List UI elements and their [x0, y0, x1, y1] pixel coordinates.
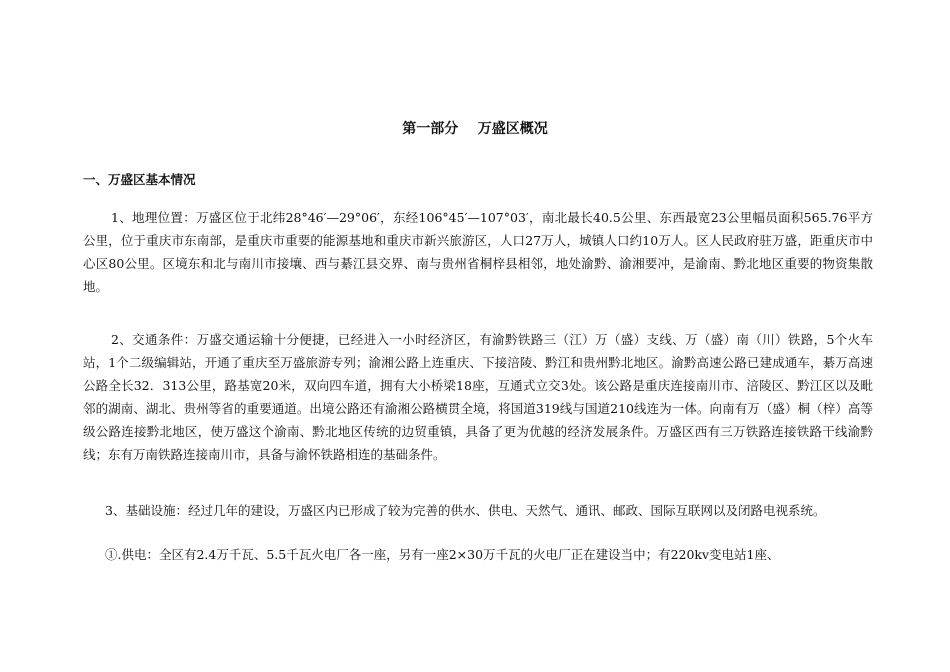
paragraph-power-supply: ①.供电：全区有2.4万千瓦、5.5千瓦火电厂各一座，另有一座2×30万千瓦的火电厂正在建设当中；有220kv变电站1座、: [105, 547, 780, 562]
paragraph-location: 1、地理位置：万盛区位于北纬28°46′—29°06′，东经106°45′—107°03′，南北最长40.5公里、东西最宽23公里幅员面积565.76平方公里，位于重庆市东南部，是重庆市重要的能源基地和重庆市新兴旅游区，人口27万人，城镇人口约10万人。区人民政府驻万盛，距重庆市中心区80公里。区境东和北与南川市接壤、西与綦江县交界、南与贵州省桐梓县相邻，地处渝黔、渝湘要冲，是渝南、黔北地区重要的物资集散地。: [83, 210, 873, 294]
paragraph-transport: 2、交通条件：万盛交通运输十分便捷，已经进入一小时经济区，有渝黔铁路三（江）万（盛）支线、万（盛）南（川）铁路，5个火车站，1个二级编辑站，开通了重庆至万盛旅游专列；渝湘公路上连重庆、下接涪陵、黔江和贵州黔北地区。渝黔高速公路已建成通车，綦万高速公路全长32．313公里，路基宽20米，双向四车道，拥有大小桥梁18座，互通式立交3处。该公路是重庆连接南川市、涪陵区、黔江区以及毗邻的湖南、湖北、贵州等省的重要通道。出境公路还有渝湘公路横贯全境，将国道319线与国道210线连为一体。向南有万（盛）桐（梓）高等级公路连接黔北地区，使万盛这个渝南、黔北地区传统的边贸重镇，具备了更为优越的经济发展条件。万盛区西有三万铁路连接铁路干线渝黔线；东有万南铁路连接南川市，具备与渝怀铁路相连的基础条件。: [83, 332, 873, 462]
section-heading: 一、万盛区基本情况: [83, 172, 196, 187]
paragraph-infrastructure: 3、基础设施：经过几年的建设，万盛区内已形成了较为完善的供水、供电、天然气、通讯、邮政、国际互联网以及闭路电视系统。: [105, 503, 826, 518]
document-title: 第一部分 万盛区概况: [402, 121, 548, 137]
